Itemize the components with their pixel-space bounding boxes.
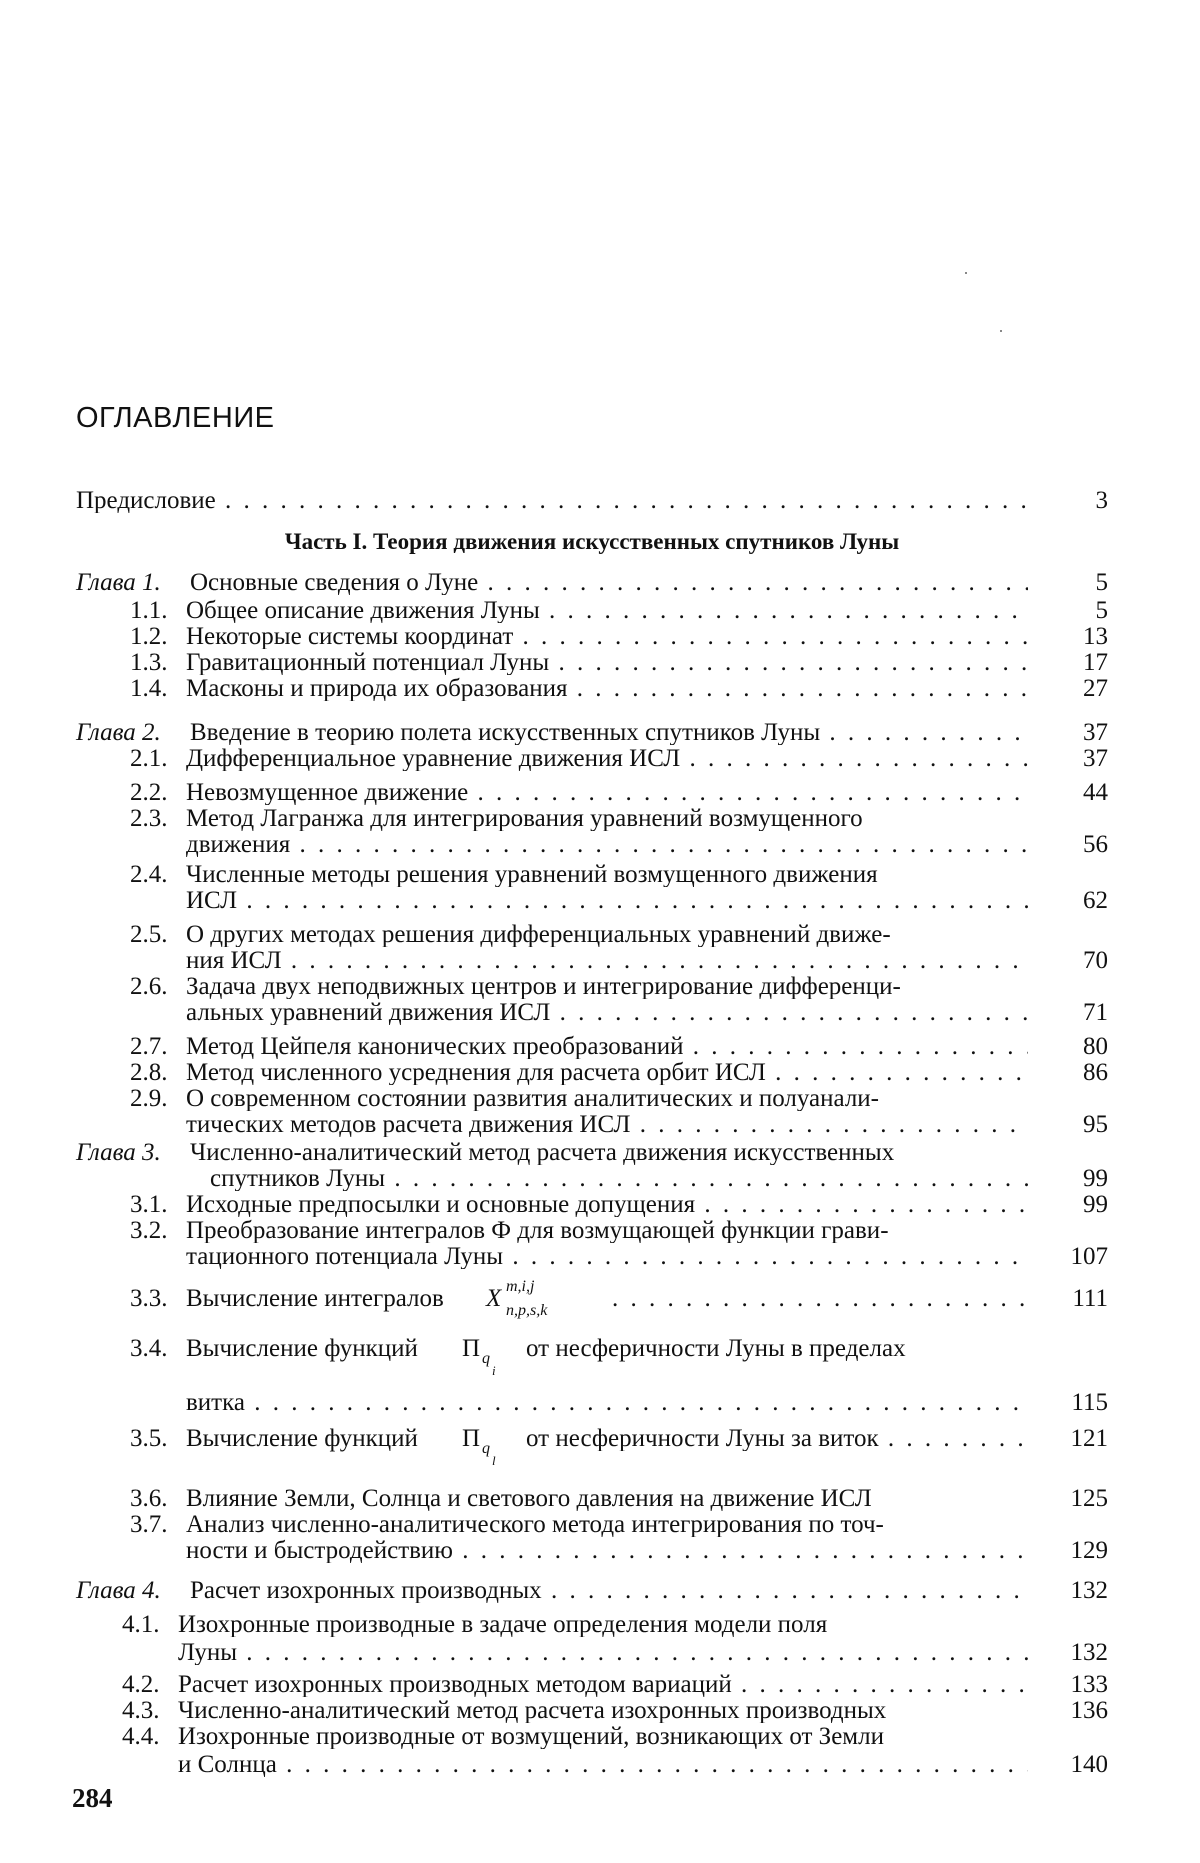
dot-leader <box>612 1286 1028 1311</box>
page-ref: 86 <box>1083 1059 1108 1086</box>
page-ref: 115 <box>1071 1389 1108 1416</box>
page-ref: 125 <box>1070 1485 1108 1512</box>
page-number: 284 <box>72 1783 113 1813</box>
toc-entry-2-6-cont[interactable] <box>76 1000 1108 1026</box>
page-ref: 99 <box>1083 1165 1108 1192</box>
toc-entry-3-4[interactable] <box>76 1336 1108 1376</box>
toc-entry-1-2[interactable] <box>76 624 1108 650</box>
page-ref: 5 <box>1095 597 1108 624</box>
entry-title: от несферичности Луны в пределах <box>526 1335 906 1362</box>
toc-entry-3-1[interactable] <box>76 1192 1108 1218</box>
page-ref: 95 <box>1083 1111 1108 1138</box>
entry-title: Некоторые системы координат . . . <box>186 624 1028 649</box>
toc-entry-4-2[interactable] <box>76 1672 1108 1698</box>
toc-entry-2-9-cont[interactable] <box>76 1112 1108 1138</box>
math-symbol: X m,i,j n,p,s,k <box>486 1286 501 1311</box>
entry-title: Изохронные производные в задаче определения модели поля <box>178 1612 828 1637</box>
section-number: 1.3. <box>130 649 168 676</box>
toc-entry-4-4-cont[interactable] <box>76 1752 1108 1778</box>
page-ref: 70 <box>1083 947 1108 974</box>
entry-title-continued: тационного потенциала Луны . . . <box>186 1244 1028 1269</box>
entry-title: О современном состоянии развития аналитических и полуанали- <box>186 1086 880 1111</box>
page-ref: 140 <box>1070 1751 1108 1778</box>
entry-title-continued: спутников Луны . . . <box>210 1166 1028 1191</box>
section-number: 2.2. <box>130 779 168 806</box>
page-ref: 107 <box>1070 1243 1108 1270</box>
toc-entry-2-4-cont[interactable] <box>76 888 1108 914</box>
toc-entry-2-5-cont[interactable] <box>76 948 1108 974</box>
entry-title: Введение в теорию полета искусственных спутников Луны . . . <box>190 720 1028 745</box>
chapter-label: Глава 2. <box>76 719 161 746</box>
entry-title: Численно-аналитический метод расчета движения искусственных <box>190 1140 895 1165</box>
chapter-label: Глава 3. <box>76 1139 161 1166</box>
entry-title: Метод численного усреднения для расчета орбит ИСЛ . . . <box>186 1060 1028 1085</box>
toc-entry-4-3[interactable] <box>76 1698 1108 1724</box>
section-number: 4.1. <box>122 1611 160 1638</box>
page-ref: 3 <box>1095 487 1108 514</box>
math-subscript: i <box>492 1363 496 1378</box>
math-subscript: q <box>482 1350 490 1367</box>
part-heading: Часть I. Теория движения искусственных спутников Луны <box>284 529 900 554</box>
entry-title: Гравитационный потенциал Луны . . . <box>186 650 1028 675</box>
section-number: 3.5. <box>130 1425 168 1452</box>
toc-entry-2-6[interactable] <box>76 974 1108 1000</box>
toc-entry-3-3[interactable] <box>76 1278 1108 1326</box>
page-title: ОГЛАВЛЕНИЕ <box>76 402 275 434</box>
page-ref: 111 <box>1072 1285 1108 1312</box>
toc-entry-2-9[interactable] <box>76 1086 1108 1112</box>
page-ref: 37 <box>1083 719 1108 746</box>
section-number: 3.2. <box>130 1217 168 1244</box>
page-ref: 136 <box>1070 1697 1108 1724</box>
page-ref: 13 <box>1083 623 1108 650</box>
toc-entry-chapter-1[interactable] <box>76 570 1108 596</box>
entry-title-continued: альных уравнений движения ИСЛ . . . <box>186 1000 1028 1025</box>
section-number: 2.9. <box>130 1085 168 1112</box>
toc-entry-chapter-3-cont[interactable] <box>76 1166 1108 1192</box>
section-number: 2.1. <box>130 745 168 772</box>
page-ref: 132 <box>1070 1577 1108 1604</box>
entry-title: Численно-аналитический метод расчета изохронных производных <box>178 1698 887 1723</box>
entry-title: Основные сведения о Луне . . . <box>190 570 1028 595</box>
entry-title-continued: ИСЛ . . . <box>186 888 1028 913</box>
toc-entry-4-1[interactable] <box>76 1612 1108 1638</box>
toc-entry-3-4-cont[interactable] <box>76 1390 1108 1416</box>
entry-title: Невозмущенное движение . . . <box>186 780 1028 805</box>
entry-title: Анализ численно-аналитического метода интегрирования по точ- <box>186 1512 884 1537</box>
entry-title: Изохронные производные от возмущений, возникающих от Земли <box>178 1724 884 1749</box>
entry-title: Вычисление интегралов <box>186 1285 444 1312</box>
chapter-label: Глава 1. <box>76 569 161 596</box>
section-number: 2.5. <box>130 921 168 948</box>
entry-title-continued: и Солнца . . . <box>178 1752 1028 1777</box>
page-ref: 5 <box>1095 569 1108 596</box>
section-number: 3.7. <box>130 1511 168 1538</box>
toc-entry-4-4[interactable] <box>76 1724 1108 1750</box>
toc-entry-chapter-3[interactable] <box>76 1140 1108 1166</box>
page-ref: 44 <box>1083 779 1108 806</box>
toc-entry-1-4[interactable] <box>76 676 1108 702</box>
entry-title: Масконы и природа их образования . . . <box>186 676 1028 701</box>
entry-title: Расчет изохронных производных методом вариаций . . . <box>178 1672 1028 1697</box>
entry-title-continued: ния ИСЛ . . . <box>186 948 1028 973</box>
section-number: 3.3. <box>130 1285 168 1312</box>
math-subscript: n,p,s,k <box>506 1302 548 1319</box>
page-ref: 132 <box>1070 1639 1108 1666</box>
toc-entry-2-3-cont[interactable] <box>76 832 1108 858</box>
toc-entry-2-8[interactable] <box>76 1060 1108 1086</box>
math-symbol: П q l <box>462 1426 480 1451</box>
entry-title-continued: ности и быстродействию . . . <box>186 1538 1028 1563</box>
math-symbol: П q i <box>462 1336 480 1361</box>
toc-entry-3-7[interactable] <box>76 1512 1108 1538</box>
entry-title: Дифференциальное уравнение движения ИСЛ . . . <box>186 746 1028 771</box>
entry-title-continued: тических методов расчета движения ИСЛ . . . <box>186 1112 1028 1137</box>
page-ref: 56 <box>1083 831 1108 858</box>
toc-entry-2-2[interactable] <box>76 780 1108 806</box>
section-number: 3.1. <box>130 1191 168 1218</box>
entry-title: Вычисление функций <box>186 1425 418 1452</box>
page-ref: 71 <box>1083 999 1108 1026</box>
section-number: 1.2. <box>130 623 168 650</box>
entry-title: Расчет изохронных производных . . . <box>190 1578 1028 1603</box>
entry-title-continued: витка . . . <box>186 1390 1028 1415</box>
scan-speck <box>1000 330 1002 332</box>
toc-entry-3-6[interactable] <box>76 1486 1108 1512</box>
entry-title: Метод Лагранжа для интегрирования уравнений возмущенного <box>186 806 863 831</box>
entry-title-continued: Луны . . . <box>178 1640 1028 1665</box>
entry-title: Задача двух неподвижных центров и интегрирование дифференци- <box>186 974 901 999</box>
page-ref: 129 <box>1070 1537 1108 1564</box>
entry-title: О других методах решения дифференциальных уравнений движе- <box>186 922 891 947</box>
page-ref: 37 <box>1083 745 1108 772</box>
page-ref: 99 <box>1083 1191 1108 1218</box>
math-subscript: l <box>492 1453 496 1468</box>
page-ref: 17 <box>1083 649 1108 676</box>
math-superscript: m,i,j <box>506 1278 535 1295</box>
entry-title: Общее описание движения Луны . . . <box>186 598 1028 623</box>
toc-entry-4-1-cont[interactable] <box>76 1640 1108 1666</box>
section-number: 2.8. <box>130 1059 168 1086</box>
section-number: 2.7. <box>130 1033 168 1060</box>
page-ref: 62 <box>1083 887 1108 914</box>
scan-speck <box>965 272 967 274</box>
section-number: 4.4. <box>122 1723 160 1750</box>
section-number: 1.1. <box>130 597 168 624</box>
toc-entry-2-4[interactable] <box>76 862 1108 888</box>
chapter-label: Глава 4. <box>76 1577 161 1604</box>
section-number: 2.6. <box>130 973 168 1000</box>
section-number: 2.4. <box>130 861 168 888</box>
section-number: 3.4. <box>130 1335 168 1362</box>
section-number: 4.2. <box>122 1671 160 1698</box>
entry-title: Вычисление функций <box>186 1335 418 1362</box>
page-ref: 133 <box>1070 1671 1108 1698</box>
section-number: 2.3. <box>130 805 168 832</box>
entry-title: Численные методы решения уравнений возмущенного движения <box>186 862 878 887</box>
toc-entry-1-3[interactable] <box>76 650 1108 676</box>
toc-entry-1-1[interactable] <box>76 598 1108 624</box>
toc-entry-2-1[interactable] <box>76 746 1108 772</box>
section-number: 4.3. <box>122 1697 160 1724</box>
entry-title-continued: движения . . . <box>186 832 1028 857</box>
toc-entry-3-5[interactable] <box>76 1426 1108 1466</box>
toc-entry-2-3[interactable] <box>76 806 1108 832</box>
page-ref: 121 <box>1070 1425 1108 1452</box>
toc-entry-3-2[interactable] <box>76 1218 1108 1244</box>
section-number: 3.6. <box>130 1485 168 1512</box>
toc-entry-preface[interactable] <box>76 488 1108 514</box>
entry-title: Метод Цейпеля канонических преобразований . . . <box>186 1034 1028 1059</box>
toc-entry-chapter-2[interactable] <box>76 720 1108 746</box>
page-ref: 80 <box>1083 1033 1108 1060</box>
toc-entry-chapter-4[interactable] <box>76 1578 1108 1604</box>
math-subscript: q <box>482 1440 490 1457</box>
toc-entry-2-5[interactable] <box>76 922 1108 948</box>
entry-title: Преобразование интегралов Ф для возмущающей функции грави- <box>186 1218 889 1243</box>
toc-entry-3-7-cont[interactable] <box>76 1538 1108 1564</box>
entry-title: Влияние Земли, Солнца и светового давления на движение ИСЛ <box>186 1486 872 1511</box>
section-number: 1.4. <box>130 675 168 702</box>
toc-entry-3-2-cont[interactable] <box>76 1244 1108 1270</box>
entry-title: от несферичности Луны за виток . . . <box>526 1426 1028 1451</box>
entry-title: Исходные предпосылки и основные допущения . . . <box>186 1192 1028 1217</box>
page-ref: 27 <box>1083 675 1108 702</box>
toc-entry-2-7[interactable] <box>76 1034 1108 1060</box>
entry-title: Предисловие . . . <box>76 488 1028 513</box>
